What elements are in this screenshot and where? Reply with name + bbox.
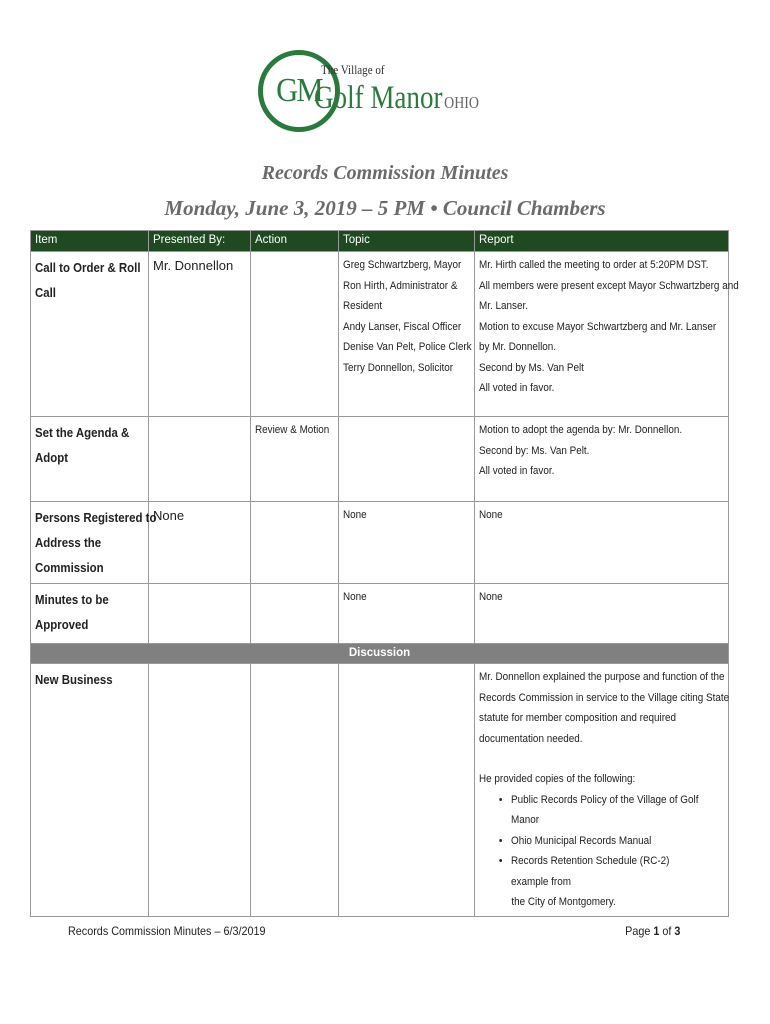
item-cell: New Business xyxy=(31,664,149,917)
report-cell: None xyxy=(475,584,729,644)
header-topic: Topic xyxy=(339,231,475,252)
copies-list xyxy=(479,790,724,893)
document-title: Records Commission Minutes xyxy=(261,162,509,184)
table-row xyxy=(31,252,729,417)
header-item: Item xyxy=(31,231,149,252)
copies-intro: He provided copies of the following: xyxy=(479,773,636,785)
action-cell xyxy=(251,664,339,917)
topic-cell: None xyxy=(339,502,475,584)
action-cell xyxy=(251,252,339,417)
discussion-row xyxy=(31,644,729,664)
presenter-cell xyxy=(149,664,251,917)
table-row xyxy=(31,417,729,502)
list-item: • Ohio Municipal Records Manual xyxy=(511,831,703,852)
item-cell: Set the Agenda & Adopt xyxy=(31,417,149,502)
presenter-cell: Mr. Donnellon xyxy=(149,252,251,417)
footer-title: Records Commission Minutes – 6/3/2019 xyxy=(68,924,266,938)
presenter-cell xyxy=(149,417,251,502)
list-item: • Public Records Policy of the Village of Golf Manor xyxy=(511,790,703,831)
item-cell: Minutes to be Approved xyxy=(31,584,149,644)
topic-cell xyxy=(339,417,475,502)
report-cell: None xyxy=(475,502,729,584)
logo-state: OHIO xyxy=(444,93,479,112)
topic-cell xyxy=(339,664,475,917)
report-cell: Motion to adopt the agenda by: Mr. Donnellon. Second by: Ms. Van Pelt. All voted in favor. xyxy=(475,417,729,502)
page-number: Page 1 of 3 xyxy=(624,924,680,938)
table-row xyxy=(31,502,729,584)
topic-cell: Greg Schwartzberg, Mayor Ron Hirth, Administrator & Resident Andy Lanser, Fiscal Officer Denise Van Pelt, Police Clerk Terry Donnellon, Solicitor xyxy=(339,252,475,417)
presenter-cell xyxy=(149,584,251,644)
report-cell: Mr. Donnellon explained the purpose and function of the Records Commission in service to the Village citing State statute for member composition and required documentation needed. He provided copies of the following: • Public Records Policy of the Village of Golf Manor • Ohio Municipal Records Manual • Records Retention Schedule (RC-2) example from the City of Montgomery. xyxy=(475,664,729,917)
list-item: • Records Retention Schedule (RC-2) example from xyxy=(511,851,703,892)
action-cell: Review & Motion xyxy=(251,417,339,502)
action-cell xyxy=(251,502,339,584)
document-subtitle: Monday, June 3, 2019 – 5 PM • Council Chambers xyxy=(164,196,606,220)
table-row xyxy=(31,664,729,917)
discussion-label: Discussion xyxy=(31,644,729,664)
logo-name: Golf ManorOHIO xyxy=(314,80,479,116)
action-cell xyxy=(251,584,339,644)
minutes-table xyxy=(30,230,739,917)
presenter-cell: None xyxy=(149,502,251,584)
table-header-row xyxy=(31,231,729,252)
header-presented-by: Presented By: xyxy=(149,231,251,252)
header-report: Report xyxy=(475,231,729,252)
table-row xyxy=(31,584,729,644)
logo-village-of: The Village of xyxy=(321,62,385,77)
logo-monogram: GM xyxy=(276,72,322,109)
village-logo xyxy=(258,50,478,142)
header-action: Action xyxy=(251,231,339,252)
topic-cell: None xyxy=(339,584,475,644)
report-cell: Mr. Hirth called the meeting to order at 5:20PM DST. All members were present except Mayor Schwartzberg and Mr. Lanser. Motion to excuse Mayor Schwartzberg and Mr. Lanser by Mr. Donnellon. Second by Ms. Van Pelt All voted in favor. xyxy=(475,252,729,417)
item-cell: Persons Registered to Address the Commission xyxy=(31,502,149,584)
item-cell: Call to Order & Roll Call xyxy=(31,252,149,417)
copies-continuation: the City of Montgomery. xyxy=(511,896,616,908)
